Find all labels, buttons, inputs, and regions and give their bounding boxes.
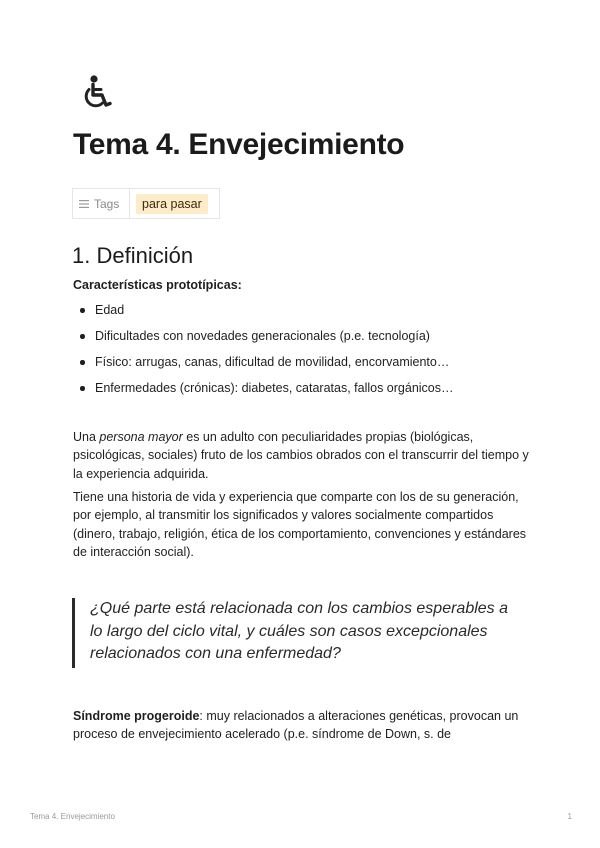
tags-property xyxy=(72,188,220,219)
emphasis-text: persona mayor xyxy=(99,430,183,444)
tags-property-value[interactable] xyxy=(130,189,219,218)
wheelchair-icon xyxy=(80,74,114,114)
paragraph-history: Tiene una historia de vida y experiencia que comparte con los de su generación, por ejemplo, al transmitir los significados y valores socialmente compartidos (dinero, trabajo, religión, ética de los comportamiento, convenciones y estándares de interacción social). xyxy=(73,490,527,559)
paragraph-text: es un adulto con peculiaridades propias (biológicas, psicológicas, sociales) fruto de los cambios obrados con el transcurrir del tiempo y la experiencia adquirida. xyxy=(73,430,529,481)
quote-block xyxy=(72,598,522,668)
paragraph-text: Una xyxy=(73,430,100,444)
list-item: Dificultades con novedades generacionales (p.e. tecnología) xyxy=(73,328,454,354)
tag-badge[interactable]: para pasar xyxy=(136,194,208,214)
paragraph-progeroid xyxy=(73,707,533,744)
tags-property-key xyxy=(73,189,130,218)
tags-label: Tags xyxy=(94,196,120,211)
list-item: Edad xyxy=(73,302,454,328)
paragraph-definition xyxy=(73,428,533,483)
page-title: Tema 4. Envejecimiento xyxy=(73,128,405,161)
section-heading: 1. Definición xyxy=(72,243,194,268)
list-item: Enfermedades (crónicas): diabetes, cataratas, fallos orgánicos… xyxy=(73,380,454,406)
quote-text: ¿Qué parte está relacionada con los cambios esperables a lo largo del ciclo vital, y cuáles son casos excepcionales relacionados con una enfermedad? xyxy=(90,600,509,662)
footer-title: Tema 4. Envejecimiento xyxy=(30,812,115,821)
list-icon xyxy=(79,200,89,208)
page-number: 1 xyxy=(567,812,572,821)
list-item: Físico: arrugas, canas, dificultad de movilidad, encorvamiento… xyxy=(73,354,454,380)
subheading-characteristics: Características prototípicas: xyxy=(73,278,242,292)
paragraph-text: : muy relacionados a alteraciones genéticas, provocan un proceso de envejecimiento acelerado (p.e. síndrome de Down, s. de xyxy=(73,709,519,742)
bold-term: Síndrome progeroide xyxy=(73,709,200,723)
characteristics-list xyxy=(73,302,454,406)
